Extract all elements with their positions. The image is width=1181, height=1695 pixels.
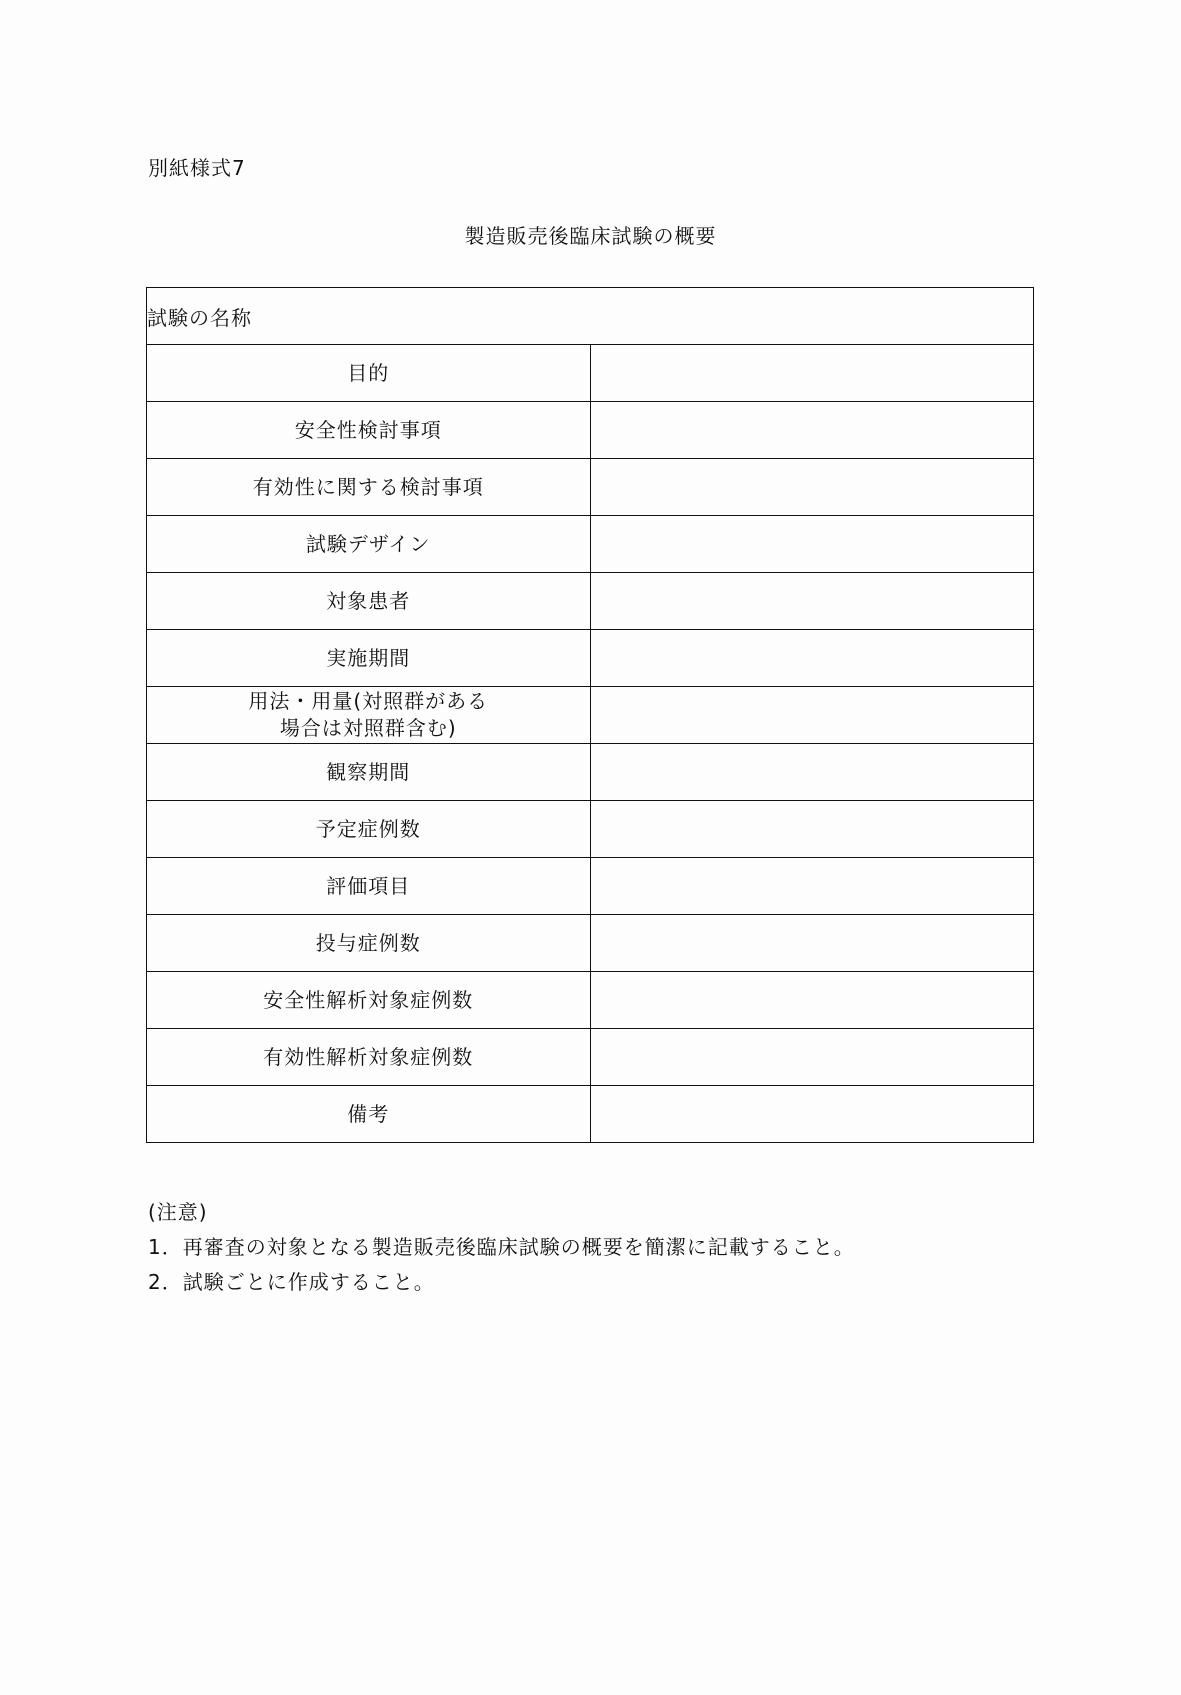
row-value-efficacy-analysis-cases[interactable] xyxy=(590,1029,1034,1086)
row-value-dosed-cases[interactable] xyxy=(590,915,1034,972)
table-row-trial-name xyxy=(147,288,1034,345)
row-value-remarks[interactable] xyxy=(590,1086,1034,1143)
row-value-trial-design[interactable] xyxy=(590,516,1034,573)
row-label-remarks: 備考 xyxy=(147,1086,591,1143)
table-row xyxy=(147,744,1034,801)
form-id: 別紙様式7 xyxy=(148,156,246,180)
row-value-efficacy-items[interactable] xyxy=(590,459,1034,516)
row-label-efficacy-analysis-cases: 有効性解析対象症例数 xyxy=(147,1029,591,1086)
document-title xyxy=(0,220,1181,249)
table-row xyxy=(147,1029,1034,1086)
table-row xyxy=(147,402,1034,459)
row-value-purpose[interactable] xyxy=(590,345,1034,402)
row-label-dosed-cases: 投与症例数 xyxy=(147,915,591,972)
table-row xyxy=(147,915,1034,972)
table-row xyxy=(147,687,1034,744)
row-label-dosage xyxy=(147,687,591,744)
row-label-safety-analysis-cases: 安全性解析対象症例数 xyxy=(147,972,591,1029)
row-label-target-patients: 対象患者 xyxy=(147,573,591,630)
row-value-target-patients[interactable] xyxy=(590,573,1034,630)
table-row xyxy=(147,858,1034,915)
row-label-purpose: 目的 xyxy=(147,345,591,402)
row-value-dosage[interactable] xyxy=(590,687,1034,744)
row-value-observation-period[interactable] xyxy=(590,744,1034,801)
note-item-1: 1．再審査の対象となる製造販売後臨床試験の概要を簡潔に記載すること。 xyxy=(148,1235,855,1259)
row-label-planned-cases: 予定症例数 xyxy=(147,801,591,858)
row-label-observation-period: 観察期間 xyxy=(147,744,591,801)
table-row xyxy=(147,345,1034,402)
table-row xyxy=(147,801,1034,858)
dosage-label-line1: 用法・用量(対照群がある xyxy=(248,689,489,713)
document-title-text: 製造販売後臨床試験の概要 xyxy=(464,224,717,248)
row-label-period: 実施期間 xyxy=(147,630,591,687)
dosage-label-line2: 場合は対照群含む) xyxy=(279,716,457,740)
table-row xyxy=(147,972,1034,1029)
table-row xyxy=(147,459,1034,516)
trial-name-label: 試験の名称 xyxy=(147,305,252,330)
table-row xyxy=(147,630,1034,687)
note-item-2: 2．試験ごとに作成すること。 xyxy=(148,1270,435,1294)
notes-heading: (注意) xyxy=(148,1200,208,1224)
table-row xyxy=(147,573,1034,630)
row-label-safety-items: 安全性検討事項 xyxy=(147,402,591,459)
row-value-planned-cases[interactable] xyxy=(590,801,1034,858)
row-value-safety-items[interactable] xyxy=(590,402,1034,459)
notes-section xyxy=(148,1195,855,1300)
row-label-trial-design: 試験デザイン xyxy=(147,516,591,573)
table-row xyxy=(147,516,1034,573)
trial-name-cell[interactable] xyxy=(147,288,1034,345)
row-value-endpoints[interactable] xyxy=(590,858,1034,915)
trial-summary-table xyxy=(146,287,1034,1143)
row-label-efficacy-items: 有効性に関する検討事項 xyxy=(147,459,591,516)
row-value-period[interactable] xyxy=(590,630,1034,687)
table-row xyxy=(147,1086,1034,1143)
row-value-safety-analysis-cases[interactable] xyxy=(590,972,1034,1029)
row-label-endpoints: 評価項目 xyxy=(147,858,591,915)
